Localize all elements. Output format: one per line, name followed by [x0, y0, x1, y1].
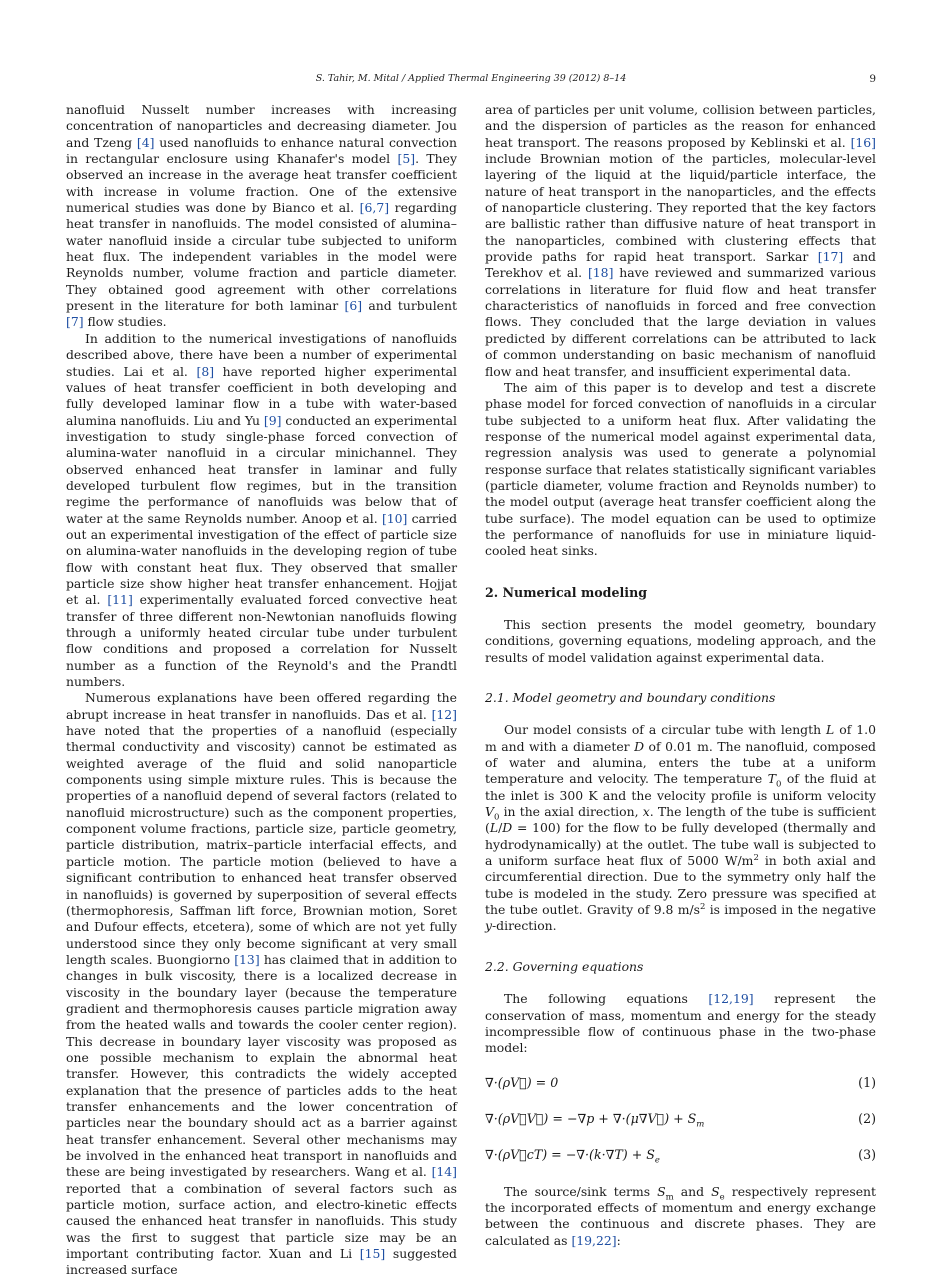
paragraph-4: area of particles per unit volume, collision between particles, and the dispersion of particles as the reason for enhanced heat transport. The reasons proposed by Keblinski et al. [16] include Brownian motion of the particles, molecular-level layering of the liquid at the liquid/particle interface, the nature of heat transport in the nanoparticles, and the effects of nanoparticle clustering. They reported that the key factors are ballistic rather than diffusive nature of heat transport in the nanoparticles, combined with clustering effects that provide paths for rapid heat transport. Sarkar [17] and Terekhov et al. [18] have reviewed and summarized various correlations in literature for fluid flow and heat transfer characteristics of nanofluids in forced and free convection flows. They concluded that the large deviation in values predicted by different correlations can be attributed to lack of common understanding on basic mechanism of nanofluid flow and heat transfer, and insufficient experimental data. [485, 102, 876, 379]
citation-link[interactable]: [8] [196, 363, 215, 379]
section-heading: 2. Numerical modeling [485, 584, 648, 600]
citation-link[interactable]: [4] [136, 134, 155, 150]
citation-link[interactable]: [11] [107, 592, 133, 608]
paragraph-governing: The following equations [12,19] represent the conservation of mass, momentum and energy for the steady incompressible flow of continuous phase in the two-phase model: [485, 991, 876, 1056]
page-number: 9 [869, 73, 876, 85]
citation-link[interactable]: [18] [587, 265, 614, 281]
citation-link[interactable]: [6] [344, 298, 363, 314]
citation-link[interactable]: [13] [234, 951, 260, 967]
citation-link[interactable]: [12,19] [708, 991, 754, 1007]
equation-2 [485, 1110, 876, 1130]
citation-link[interactable]: [14] [431, 1164, 457, 1180]
paragraph-1: nanofluid Nusselt number increases with increasing concentration of nanoparticles and decreasing diameter. Jou and Tzeng [4] used nanofluids to enhance natural convection in rectangular enclosure using Khanafer's model [5]. They observed an increase in the average heat transfer coefficient with increase in volume fraction. One of the extensive numerical studies was done by Bianco et al. [6,7] regarding heat transfer in nanofluids. The model consisted of alumina–water nanofluid inside a circular tube subjected to uniform heat flux. The independent variables in the model were Reynolds number, volume fraction and particle diameter. They obtained good agreement with other correlations present in the literature for both laminar [6] and turbulent [7] flow studies. [66, 102, 458, 330]
citation-link[interactable]: [16] [850, 134, 876, 150]
citation-link[interactable]: [12] [431, 706, 457, 722]
running-head-text: S. Tahir, M. Mital / Applied Thermal Engineering 39 (2012) 8–14 [315, 73, 627, 84]
equation-1 [485, 1075, 876, 1091]
equation-3 [485, 1147, 876, 1166]
citation-link[interactable]: [6,7] [359, 200, 390, 216]
equation-body: ∇·(ρV⃗V⃗) = −∇p + ∇·(μ∇V⃗) + $S_m$ [485, 1110, 705, 1130]
equation-number: (2) [858, 1110, 876, 1126]
running-head [66, 73, 876, 84]
equation-body: ∇·(ρV⃗cT) = $-\nabla\cdot(k\cdot\nabla T) + S_e$ [485, 1147, 660, 1166]
citation-link[interactable]: [5] [397, 151, 416, 167]
citation-link[interactable]: [7] [66, 314, 84, 330]
citation-link[interactable]: [17] [817, 249, 844, 265]
equation-body: ∇·(ρV⃗) = 0 [485, 1074, 559, 1090]
right-column [485, 102, 876, 1249]
paragraph-2: In addition to the numerical investigations of nanofluids described above, there have been a number of experimental studies. Lai et al. [8] have reported higher experimental values of heat transfer coefficient in both developing and fully developed laminar flow in a tube with water-based alumina nanofluids. Liu and Yu [9] conducted an experimental investigation to study single-phase forced convection of alumina-water nanofluid in a circular minichannel. They observed enhanced heat transfer in laminar and fully developed turbulent flow regimes, but in the transition regime the performance of nanofluids was below that of water at the same Reynolds number. Anoop et al. [10] carried out an experimental investigation of the effect of particle size on alumina-water nanofluids in the developing region of tube flow with constant heat flux. They observed that smaller particle size show higher heat transfer enhancement. Hojjat et al. [11] experimentally evaluated forced convective heat transfer of three different non-Newtonian nanofluids flowing through a uniformly heated circular tube under turbulent flow conditions and proposed a correlation for Nusselt number as a function of the Reynold's and the Prandtl numbers. [66, 330, 458, 690]
subsection-heading-2-2: 2.2. Governing equations [485, 958, 644, 974]
equation-number: (3) [858, 1147, 876, 1163]
paragraph-geometry: Our model consists of a circular tube with length L of 1.0 m and with a diameter D of 0.01 m. The nanofluid, composed of water and alumina, enters the tube at a uniform temperature and velocity. The temperature $T_0$ of the fluid at the inlet is 300 K and the velocity profile is uniform velocity $V_0$ in the axial direction, x. The length of the tube is sufficient (L/D = 100) for the flow to be fully developed (thermally and hydrodynamically) at the outlet. The tube wall is subjected to a uniform surface heat flux of 5000 $W/m^2$ in both axial and circumferential direction. Due to the symmetry only half the tube is modeled in the study. Zero pressure was specified at the tube outlet. Gravity of 9.8 $m/s^2$ is imposed in the negative y-direction. [485, 722, 876, 934]
paragraph-5: The aim of this paper is to develop and test a discrete phase model for forced convection of nanofluids in a circular tube subjected to a uniform heat flux. After validating the response of the numerical model against experimental data, regression analysis was used to generate a polynomial response surface that relates statistically significant variables (particle diameter, volume fraction and Reynolds number) to the model output (average heat transfer coefficient along the tube surface). The model equation can be used to optimize the performance of nanofluids for use in miniature liquid-cooled heat sinks. [485, 379, 876, 559]
subsection-heading-2-1: 2.1. Model geometry and boundary conditions [485, 690, 776, 705]
left-column [66, 102, 457, 1279]
citation-link[interactable]: [15] [359, 1246, 386, 1262]
section-intro: This section presents the model geometry, boundary conditions, governing equations, modeling approach, and the results of model validation against experimental data. [485, 616, 876, 665]
paragraph-3: Numerous explanations have been offered regarding the abrupt increase in heat transfer in nanofluids. Das et al. [12] have noted that the properties of a nanofluid (especially thermal conductivity and viscosity) cannot be estimated as weighted average of the fluid and solid nanoparticle components using simple mixture rules. This is because the properties of a nanofluid depend of several factors (related to nanofluid microstructure) such as the component properties, component volume fractions, particle size, particle geometry, particle distribution, matrix–particle interfacial effects, and particle motion. The particle motion (believed to have a significant contribution to enhanced heat transfer observed in nanofluids) is governed by superposition of several effects (thermophoresis, Saffman lift force, Brownian motion, Soret and Dufour effects, etcetera), some of which are not yet fully understood since they only become significant at very small length scales. Buongiorno [13] has claimed that in addition to changes in bulk viscosity, there is a localized decrease in viscosity in the boundary layer (because the temperature gradient and thermophoresis causes particle migration away from the heated walls and towards the cooler center region). This decrease in boundary layer viscosity was proposed as one possible mechanism to explain the abnormal heat transfer. However, this contradicts the widely accepted explanation that the presence of particles adds to the heat transfer enhancements and the lower concentration of particles near the boundary should act as a barrier against heat transfer enhancement. Several other mechanisms may be involved in the enhanced heat transport in nanofluids and these are being investigated by researchers. Wang et al. [14] reported that a combination of several factors such as particle motion, surface action, and electro-kinetic effects caused the enhanced heat transfer in nanofluids. This study was the first to suggest that particle size may be an important contributing factor. Xuan and Li [15] suggested increased surface [66, 690, 457, 1278]
equation-number: (1) [858, 1074, 876, 1090]
citation-link[interactable]: [10] [381, 510, 408, 526]
citation-link[interactable]: [19,22] [571, 1232, 617, 1248]
paragraph-source-terms: The source/sink terms $S_m$ and $S_e$ respectively represent the incorporated effects of momentum and energy exchange between the continuous and discrete phases. They are calculated as [19,22]: [485, 1183, 876, 1248]
citation-link[interactable]: [9] [263, 412, 282, 428]
